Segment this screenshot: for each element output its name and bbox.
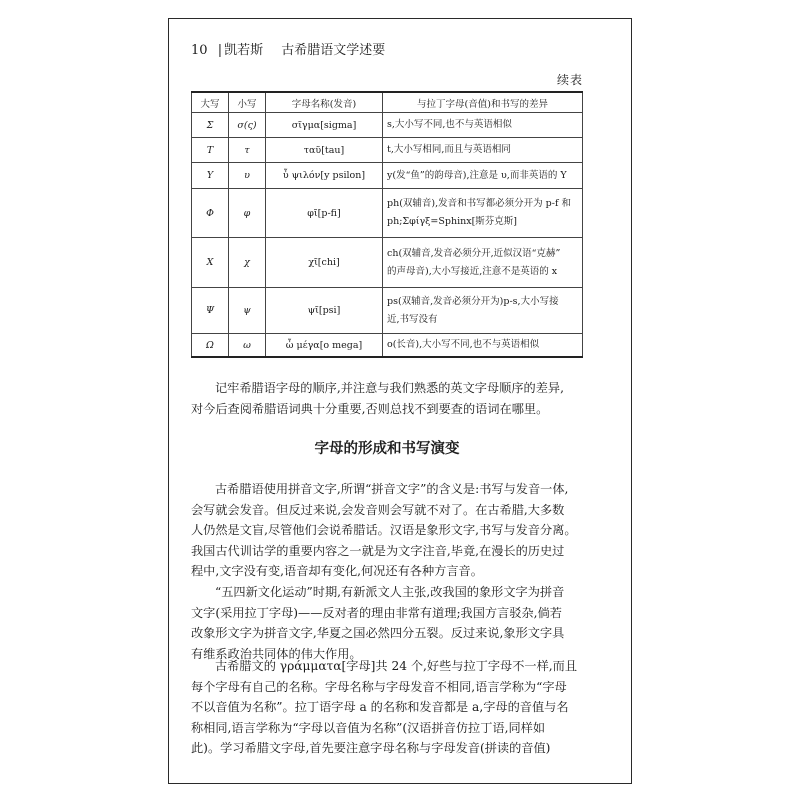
upper-letter: Σ: [192, 113, 229, 138]
paragraph-letter-names: [191, 656, 583, 759]
letter-name: χῖ[chi]: [266, 238, 383, 288]
difference-line: s,大小写不同,也不与英语相似: [387, 119, 512, 130]
table-continued-label: 续表: [556, 73, 583, 87]
text-line: 改象形文字为拼音文字,华夏之国必然四分五裂。反过来说,象形文字具: [191, 626, 565, 641]
text-line: 称相同,语言学称为“字母以音值为名称”(汉语拼音仿拉丁语,同样如: [191, 720, 546, 735]
difference-line: 近,书写没有: [387, 313, 438, 325]
lower-letter: φ: [229, 189, 266, 238]
letter-name: φῖ[p-fi]: [266, 189, 383, 238]
table-row: [192, 334, 583, 358]
paragraph-phonetic-writing: [191, 479, 583, 582]
lower-letter: χ: [229, 238, 266, 288]
upper-letter: Ψ: [192, 288, 229, 334]
letter-difference: [383, 138, 583, 163]
text-line: 程中,文字没有变,语音却有变化,何况还有各种方言音。: [191, 564, 483, 579]
text-line: 此)。学习希腊文字母,首先要注意字母名称与字母发音(拼读的音值): [191, 741, 551, 756]
paragraph-may-fourth: [191, 582, 583, 664]
lower-letter: ψ: [229, 288, 266, 334]
difference-line: ps(双辅音,发音必须分开为)p-s,大小写接: [387, 295, 559, 307]
text-line: 每个字母有自己的名称。字母名称与字母发音不相同,语言学称为“字母: [191, 679, 567, 694]
difference-line: o(长音),大小写不同,也不与英语相似: [387, 339, 540, 350]
paragraph-alphabet-order: [191, 378, 583, 419]
running-header: [191, 39, 583, 58]
text-line: 有维系政治共同体的伟大作用。: [191, 646, 362, 661]
table-row: [192, 288, 583, 334]
text-line: 古希腊语使用拼音文字,所谓“拼音文字”的含义是:书写与发音一体,: [215, 482, 569, 496]
header-separator: |: [217, 43, 223, 58]
text-line: 人仍然是文盲,尽管他们会说希腊话。汉语是象形文字,书写与发音分离。: [191, 523, 577, 538]
lower-letter: τ: [229, 138, 266, 163]
difference-line: ph;Σφίγξ=Sphinx[斯芬克斯]: [387, 216, 517, 227]
upper-letter: Φ: [192, 189, 229, 238]
letter-difference: [383, 163, 583, 189]
header-book-title: 古希腊语文学述要: [281, 43, 386, 58]
letter-difference: [383, 113, 583, 138]
difference-line: t,大小写相同,而且与英语相同: [387, 144, 511, 155]
text-line: 不以音值为名称”。拉丁语字母 a 的名称和发音都是 a,字母的音值与名: [191, 700, 569, 715]
text-line: 古希腊文的 γράμματα[字母]共 24 个,好些与拉丁字母不一样,而且: [215, 659, 578, 673]
book-page: [168, 18, 632, 784]
letter-name: ὖ ψιλόν[y psilon]: [266, 163, 383, 189]
table-row: [192, 163, 583, 189]
upper-letter: T: [192, 138, 229, 163]
upper-letter: Υ: [192, 163, 229, 189]
page-number: 10: [191, 43, 208, 58]
lower-letter: ω: [229, 334, 266, 358]
column-header-difference: 与拉丁字母(音值)和书写的差异: [383, 92, 583, 113]
difference-line: y(发“鱼”的韵母音),注意是 υ,而非英语的 Y: [387, 169, 567, 181]
text-line: 记牢希腊语字母的顺序,并注意与我们熟悉的英文字母顺序的差异,: [215, 381, 564, 395]
lower-letter: σ(ς): [229, 113, 266, 138]
text-line: 对今后查阅希腊语词典十分重要,否则总找不到要查的语词在哪里。: [191, 401, 549, 416]
letter-difference: [383, 288, 583, 334]
text-line: 我国古代训诂学的重要内容之一就是为文字注音,毕竟,在漫长的历史过: [191, 543, 565, 558]
lower-letter: υ: [229, 163, 266, 189]
column-header-lower: 小写: [229, 92, 266, 113]
column-header-name: 字母名称(发音): [266, 92, 383, 113]
table-header-row: [192, 92, 583, 113]
letter-name: ταῦ[tau]: [266, 138, 383, 163]
difference-line: ch(双辅音,发音必须分开,近似汉语“克赫”: [387, 247, 561, 259]
text-line: 文字(采用拉丁字母)——反对者的理由非常有道理;我国方言驳杂,倘若: [191, 605, 562, 620]
upper-letter: X: [192, 238, 229, 288]
greek-alphabet-table: [191, 91, 583, 358]
upper-letter: Ω: [192, 334, 229, 358]
text-line: 会写就会发音。但反过来说,会发音则会写就不对了。在古希腊,大多数: [191, 502, 565, 517]
letter-name: σῖγμα[sigma]: [266, 113, 383, 138]
table-row: [192, 138, 583, 163]
difference-line: 的声母音),大小写接近,注意不是英语的 x: [387, 265, 558, 277]
table-row: [192, 238, 583, 288]
letter-name: ψῖ[psi]: [266, 288, 383, 334]
section-heading: 字母的形成和书写演变: [314, 441, 460, 457]
table-row: [192, 113, 583, 138]
table-row: [192, 189, 583, 238]
letter-difference: [383, 334, 583, 358]
difference-line: ph(双辅音),发音和书写都必须分开为 p-f 和: [387, 198, 571, 209]
column-header-upper: 大写: [192, 92, 229, 113]
header-author: 凯若斯: [224, 43, 264, 58]
letter-name: ὦ μέγα[o mega]: [266, 334, 383, 358]
letter-difference: [383, 189, 583, 238]
text-line: “五四新文化运动”时期,有新派文人主张,改我国的象形文字为拼音: [215, 585, 565, 599]
letter-difference: [383, 238, 583, 288]
